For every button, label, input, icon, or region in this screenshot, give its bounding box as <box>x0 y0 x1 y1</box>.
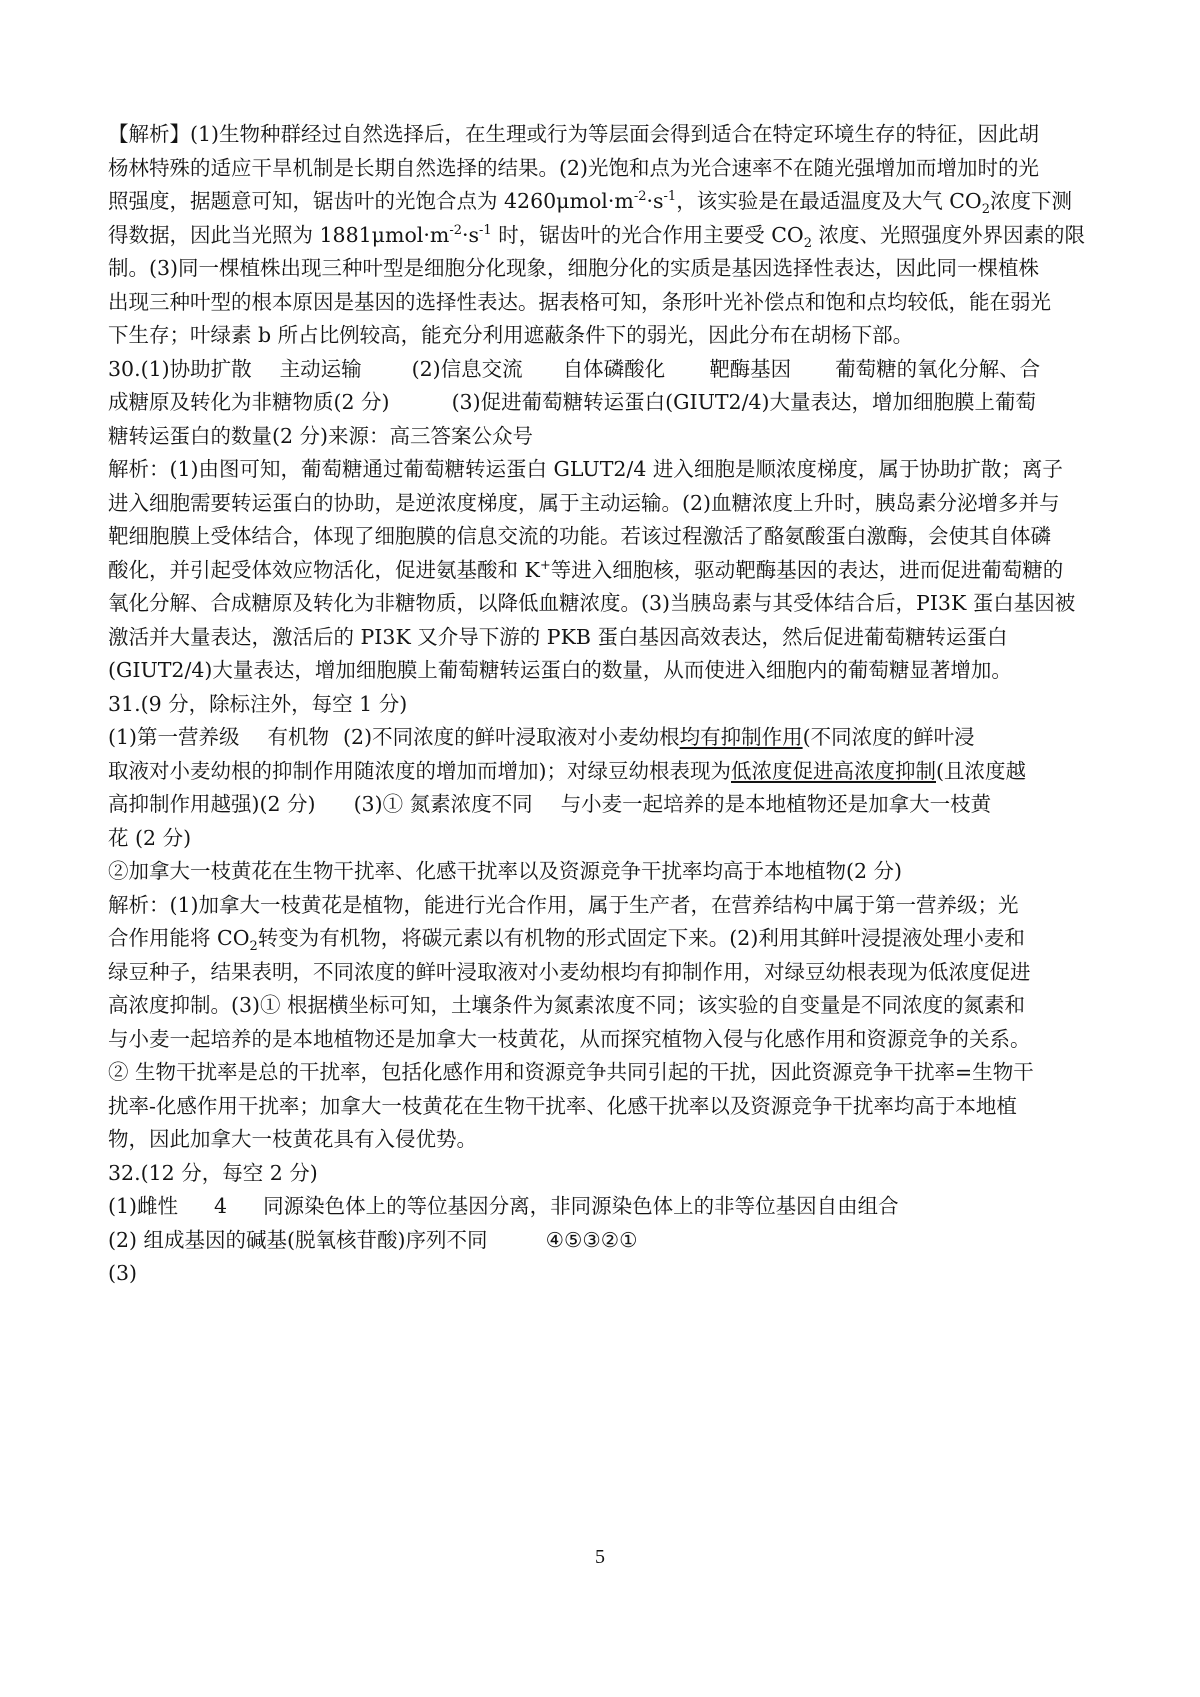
answer-item: 与小麦一起培养的是本地植物还是加拿大一枝黄 <box>560 792 992 816</box>
analysis-29-line-3 <box>108 185 1092 219</box>
analysis-30-line-2: 进入细胞需要转运蛋白的协助，是逆浓度梯度，属于主动运输。(2)血糖浓度上升时，胰岛素分泌增多并与 <box>108 490 1060 515</box>
text-span: 浓度、光照强度外界因素的限 <box>812 222 1086 247</box>
analysis-31-line-7: 扰率-化感作用干扰率；加拿大一枝黄花在生物干扰率、化感干扰率以及资源竞争干扰率均高于本地植 <box>108 1093 1017 1118</box>
answer-item: (1)雌性 <box>108 1194 179 1218</box>
page-number: 5 <box>595 1546 605 1568</box>
analysis-30-line-5: 氧化分解、合成糖原及转化为非糖物质，以降低血糖浓度。(3)当胰岛素与其受体结合后，PI3K 蛋白基因被 <box>108 591 1076 615</box>
analysis-29-line-4 <box>108 219 1092 253</box>
text-span: (且浓度越 <box>936 758 1026 783</box>
answer-31-line-1 <box>108 721 1092 755</box>
subscript: 2 <box>803 235 813 251</box>
answer-item: 主动运输 <box>279 356 362 381</box>
answer-30-line-1 <box>108 353 1092 387</box>
answer-item: (3)促进葡萄糖转运蛋白(GIUT2/4)大量表达，增加细胞膜上葡萄 <box>451 390 1037 414</box>
analysis-30-line-7: (GIUT2/4)大量表达，增加细胞膜上葡萄糖转运蛋白的数量，从而使进入细胞内的葡萄糖显著增加。 <box>108 658 1012 682</box>
subscript: 2 <box>249 939 258 955</box>
answer-item: 4 <box>214 1194 228 1218</box>
answer-item: 成糖原及转化为非糖物质(2 分) <box>108 390 390 414</box>
text-span: 取液对小麦幼根的抑制作用随浓度的增加而增加)；对绿豆幼根表现为 <box>108 758 731 783</box>
analysis-29-line-5: 制。(3)同一棵植株出现三种叶型是细胞分化现象，细胞分化的实质是基因选择性表达，因此同一棵植株 <box>108 256 1040 280</box>
answer-item: ④⑤③②① <box>545 1227 638 1252</box>
superscript: -2 <box>633 189 647 205</box>
answer-item: (2)信息交流 <box>411 356 523 381</box>
answer-item: (2) 组成基因的碱基(脱氧核苷酸)序列不同 <box>108 1227 488 1252</box>
text-span: 浓度下测 <box>990 189 1072 213</box>
answer-item: 有机物 <box>267 725 330 749</box>
analysis-31-line-4: 高浓度抑制。(3)① 根据横坐标可知，土壤条件为氮素浓度不同；该实验的自变量是不同浓度的氮素和 <box>108 993 1026 1017</box>
superscript: -1 <box>479 222 492 238</box>
analysis-31-line-3: 绿豆种子，结果表明，不同浓度的鲜叶浸取液对小麦幼根均有抑制作用，对绿豆幼根表现为低浓度促进 <box>108 959 1031 984</box>
analysis-30-line-4 <box>108 554 1092 588</box>
answer-31-line-3 <box>108 788 1092 822</box>
analysis-31-line-2 <box>108 922 1092 956</box>
text-span: ·s <box>461 222 480 247</box>
superscript: -1 <box>663 189 677 205</box>
text-span: 照强度，据题意可知，锯齿叶的光饱合点为 4260μmol·m <box>108 189 634 213</box>
answer-item: (3)① 氮素浓度不同 <box>353 792 533 816</box>
analysis-29-line-2: 杨林特殊的适应干旱机制是长期自然选择的结果。(2)光饱和点为光合速率不在随光强增加而增加时的光 <box>108 155 1040 180</box>
answer-32-line-1 <box>108 1190 1092 1224</box>
answer-item: 靶酶基因 <box>709 356 792 381</box>
answer-32-line-3: (3) <box>108 1261 138 1285</box>
answer-32-line-2 <box>108 1224 1092 1258</box>
text-span: ·s <box>646 189 664 213</box>
text-span: 合作用能将 CO <box>108 926 250 950</box>
analysis-30-line-1: 解析：(1)由图可知，葡萄糖通过葡萄糖转运蛋白 GLUT2/4 进入细胞是顺浓度梯度，属于协助扩散；离子 <box>108 457 1063 481</box>
analysis-31-line-5: 与小麦一起培养的是本地植物还是加拿大一枝黄花，从而探究植物入侵与化感作用和资源竞争的关系。 <box>108 1026 1031 1051</box>
text-span: 时，锯齿叶的光合作用主要受 CO <box>491 222 804 247</box>
answer-31-line-5: ②加拿大一枝黄花在生物干扰率、化感干扰率以及资源竞争干扰率均高于本地植物(2 分) <box>108 859 903 883</box>
text-span: ，该实验是在最适温度及大气 CO <box>676 189 982 213</box>
answer-item: 高抑制作用越强)(2 分) <box>108 792 316 816</box>
answer-item: 自体磷酸化 <box>562 356 666 381</box>
answer-item: (1)第一营养级 <box>108 725 240 749</box>
question-31-header: 31.(9 分，除标注外，每空 1 分) <box>108 691 408 716</box>
answer-31-line-4: 花 (2 分) <box>108 825 192 850</box>
text-span: 得数据，因此当光照为 1881μmol·m <box>108 222 450 247</box>
answer-item: 同源染色体上的等位基因分离，非同源染色体上的非等位基因自由组合 <box>263 1194 899 1218</box>
text-span: 等进入细胞核，驱动靶酶基因的表达，进而促进葡萄糖的 <box>550 557 1064 582</box>
document-body <box>108 118 1092 1291</box>
analysis-29-line-7: 下生存；叶绿素 b 所占比例较高，能充分利用遮蔽条件下的弱光，因此分布在胡杨下部。 <box>108 323 914 347</box>
superscript: -2 <box>449 222 462 238</box>
answer-item: (2)不同浓度的鲜叶浸取液对小麦幼根 <box>343 725 680 749</box>
analysis-31-line-6: ② 生物干扰率是总的干扰率，包括化感作用和资源竞争共同引起的干扰，因此资源竞争干扰率=生物干 <box>108 1060 1034 1084</box>
text-span: 转变为有机物，将碳元素以有机物的形式固定下来。(2)利用其鲜叶浸提液处理小麦和 <box>257 926 1025 950</box>
underlined-answer: 均有抑制作用 <box>679 725 803 749</box>
analysis-31-line-8: 物，因此加拿大一枝黄花具有入侵优势。 <box>108 1127 477 1151</box>
answer-31-line-2 <box>108 755 1092 789</box>
underlined-answer: 低浓度促进高浓度抑制 <box>731 758 936 783</box>
analysis-31-line-1: 解析：(1)加拿大一枝黄花是植物，能进行光合作用，属于生产者，在营养结构中属于第一营养级；光 <box>108 892 1019 917</box>
analysis-30-line-6: 激活并大量表达，激活后的 PI3K 又介导下游的 PKB 蛋白基因高效表达，然后促进葡萄糖转运蛋白 <box>108 624 1008 649</box>
answer-30-line-3: 糖转运蛋白的数量(2 分)来源：高三答案公众号 <box>108 423 534 448</box>
analysis-30-line-3: 靶细胞膜上受体结合，体现了细胞膜的信息交流的功能。若该过程激活了酪氨酸蛋白激酶，会使其自体磷 <box>108 524 1051 548</box>
answer-30-line-2 <box>108 386 1092 420</box>
answer-item: (不同浓度的鲜叶浸 <box>802 725 975 749</box>
answer-item: 30.(1)协助扩散 <box>108 356 252 381</box>
question-32-header: 32.(12 分，每空 2 分) <box>108 1160 318 1185</box>
analysis-29-line-6: 出现三种叶型的根本原因是基因的选择性表达。据表格可知，条形叶光补偿点和饱和点均较低，能在弱光 <box>108 289 1051 314</box>
superscript: + <box>539 557 551 573</box>
answer-item: 葡萄糖的氧化分解、合 <box>835 356 1041 381</box>
analysis-29-line-1: 【解析】(1)生物种群经过自然选择后，在生理或行为等层面会得到适合在特定环境生存的特征，因此胡 <box>108 122 1040 146</box>
subscript: 2 <box>981 202 990 218</box>
text-span: 酸化，并引起受体效应物活化，促进氨基酸和 K <box>108 557 540 582</box>
